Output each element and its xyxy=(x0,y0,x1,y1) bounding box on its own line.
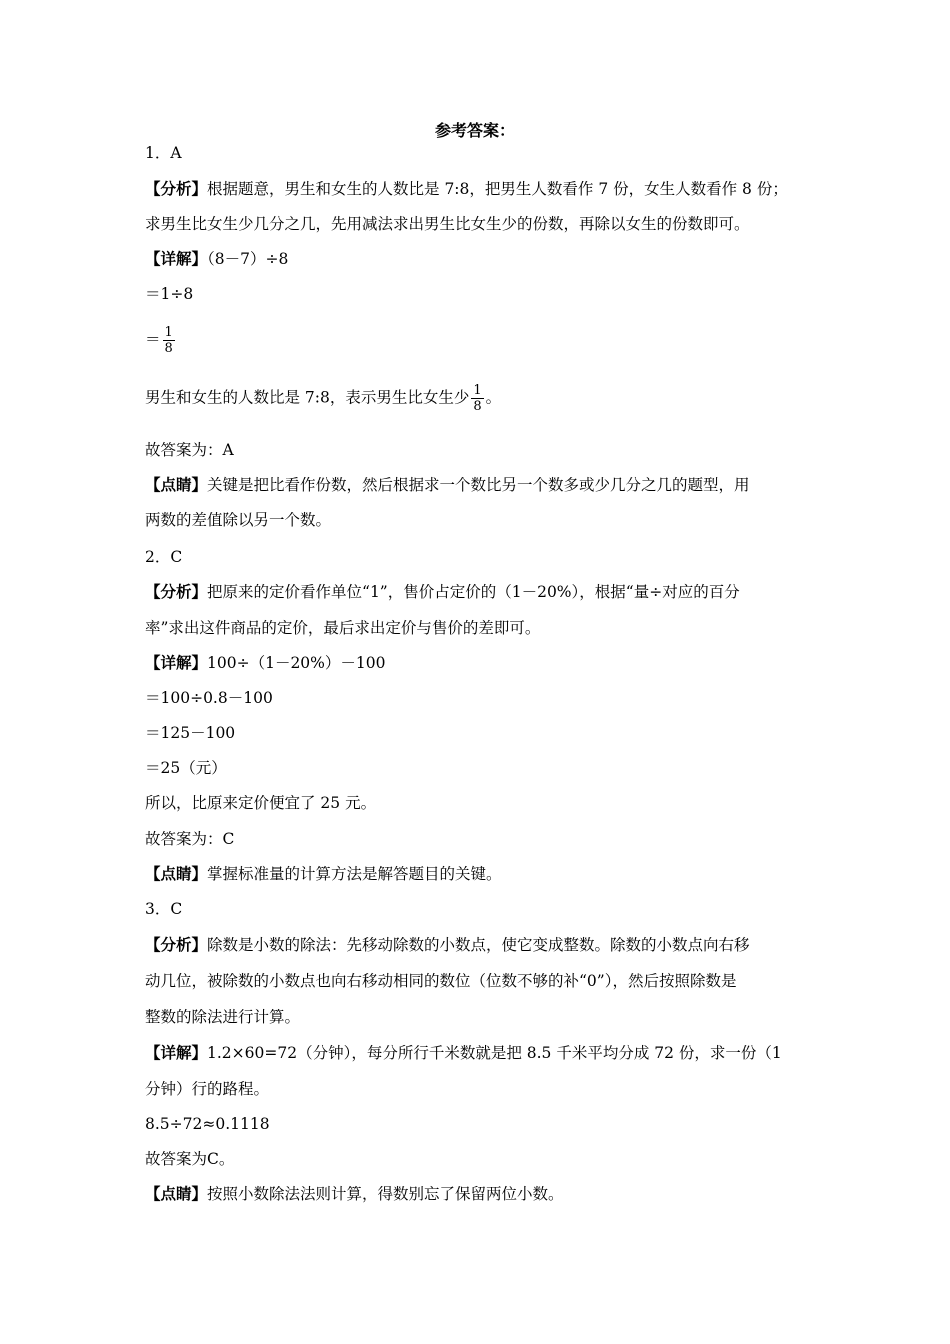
q2-heading: 2．C xyxy=(145,548,183,566)
q2-conclusion: 所以，比原来定价便宜了 25 元。 xyxy=(145,794,377,812)
q3-analysis-line-1: 【分析】除数是小数的除法：先移动除数的小数点，使它变成整数。除数的小数点向右移 xyxy=(145,936,750,954)
point-tag: 【点睛】 xyxy=(145,1185,208,1203)
q3-step-1: 8.5÷72≈0.1118 xyxy=(145,1115,270,1133)
q2-point-line-1: 【点睛】掌握标准量的计算方法是解答题目的关键。 xyxy=(145,865,502,883)
fraction: $\frac{1}{8}$ xyxy=(473,383,482,414)
q3-analysis-line-2: 动几位，被除数的小数点也向右移动相同的数位（位数不够的补“0”），然后按照除数是 xyxy=(145,972,737,990)
q1-analysis-line-1: 【分析】根据题意，男生和女生的人数比是 7:8，把男生人数看作 7 份，女生人数看作 8 份； xyxy=(145,180,788,198)
q1-point-line-2: 两数的差值除以另一个数。 xyxy=(145,511,332,529)
q1-step-1: ＝1÷8 xyxy=(145,285,194,303)
q3-detail-line-2: 分钟）行的路程。 xyxy=(145,1080,270,1098)
q1-heading: 1．A xyxy=(145,144,182,162)
q2-analysis-line-1: 【分析】把原来的定价看作单位“1”，售价占定价的（1－20%），根据“量÷对应的百分 xyxy=(145,583,740,601)
point-tag: 【点睛】 xyxy=(145,865,208,883)
q3-point-line-1: 【点睛】按照小数除法法则计算，得数别忘了保留两位小数。 xyxy=(145,1185,564,1203)
q1-detail-line: 【详解】（8－7）÷8 xyxy=(145,250,289,268)
detail-tag: 【详解】 xyxy=(145,654,208,672)
q2-analysis-line-2: 率”求出这件商品的定价，最后求出定价与售价的差即可。 xyxy=(145,619,541,637)
analysis-tag: 【分析】 xyxy=(145,180,208,198)
q1-analysis-line-2: 求男生比女生少几分之几，先用减法求出男生比女生少的份数，再除以女生的份数即可。 xyxy=(145,215,750,233)
q1-step-2: ＝ $\frac{1}{8}$ xyxy=(145,325,173,356)
q3-answer: 故答案为C。 xyxy=(145,1150,235,1168)
q3-detail-line-1: 【详解】1.2×60=72（分钟），每分所行千米数就是把 8.5 千米平均分成 72 份，求一份（1 xyxy=(145,1044,782,1062)
q2-step-3: ＝25（元） xyxy=(145,759,227,777)
detail-tag: 【详解】 xyxy=(145,250,208,268)
q2-step-1: ＝100÷0.8－100 xyxy=(145,689,273,707)
page-title: 参考答案： xyxy=(434,121,515,140)
detail-tag: 【详解】 xyxy=(145,1044,208,1062)
point-tag: 【点睛】 xyxy=(145,476,208,494)
q3-analysis-line-3: 整数的除法进行计算。 xyxy=(145,1008,301,1026)
analysis-tag: 【分析】 xyxy=(145,936,208,954)
q2-detail-line: 【详解】100÷（1－20%）－100 xyxy=(145,654,386,672)
analysis-tag: 【分析】 xyxy=(145,583,208,601)
q2-answer: 故答案为：C xyxy=(145,830,235,848)
q2-step-2: ＝125－100 xyxy=(145,724,236,742)
q1-conclusion: 男生和女生的人数比是 7:8，表示男生比女生少 $\frac{1}{8}$ 。 xyxy=(145,383,502,414)
fraction: $\frac{1}{8}$ xyxy=(164,325,173,356)
q1-point-line-1: 【点睛】关键是把比看作份数，然后根据求一个数比另一个数多或少几分之几的题型，用 xyxy=(145,476,750,494)
q1-answer: 故答案为：A xyxy=(145,441,234,459)
q3-heading: 3．C xyxy=(145,900,183,918)
